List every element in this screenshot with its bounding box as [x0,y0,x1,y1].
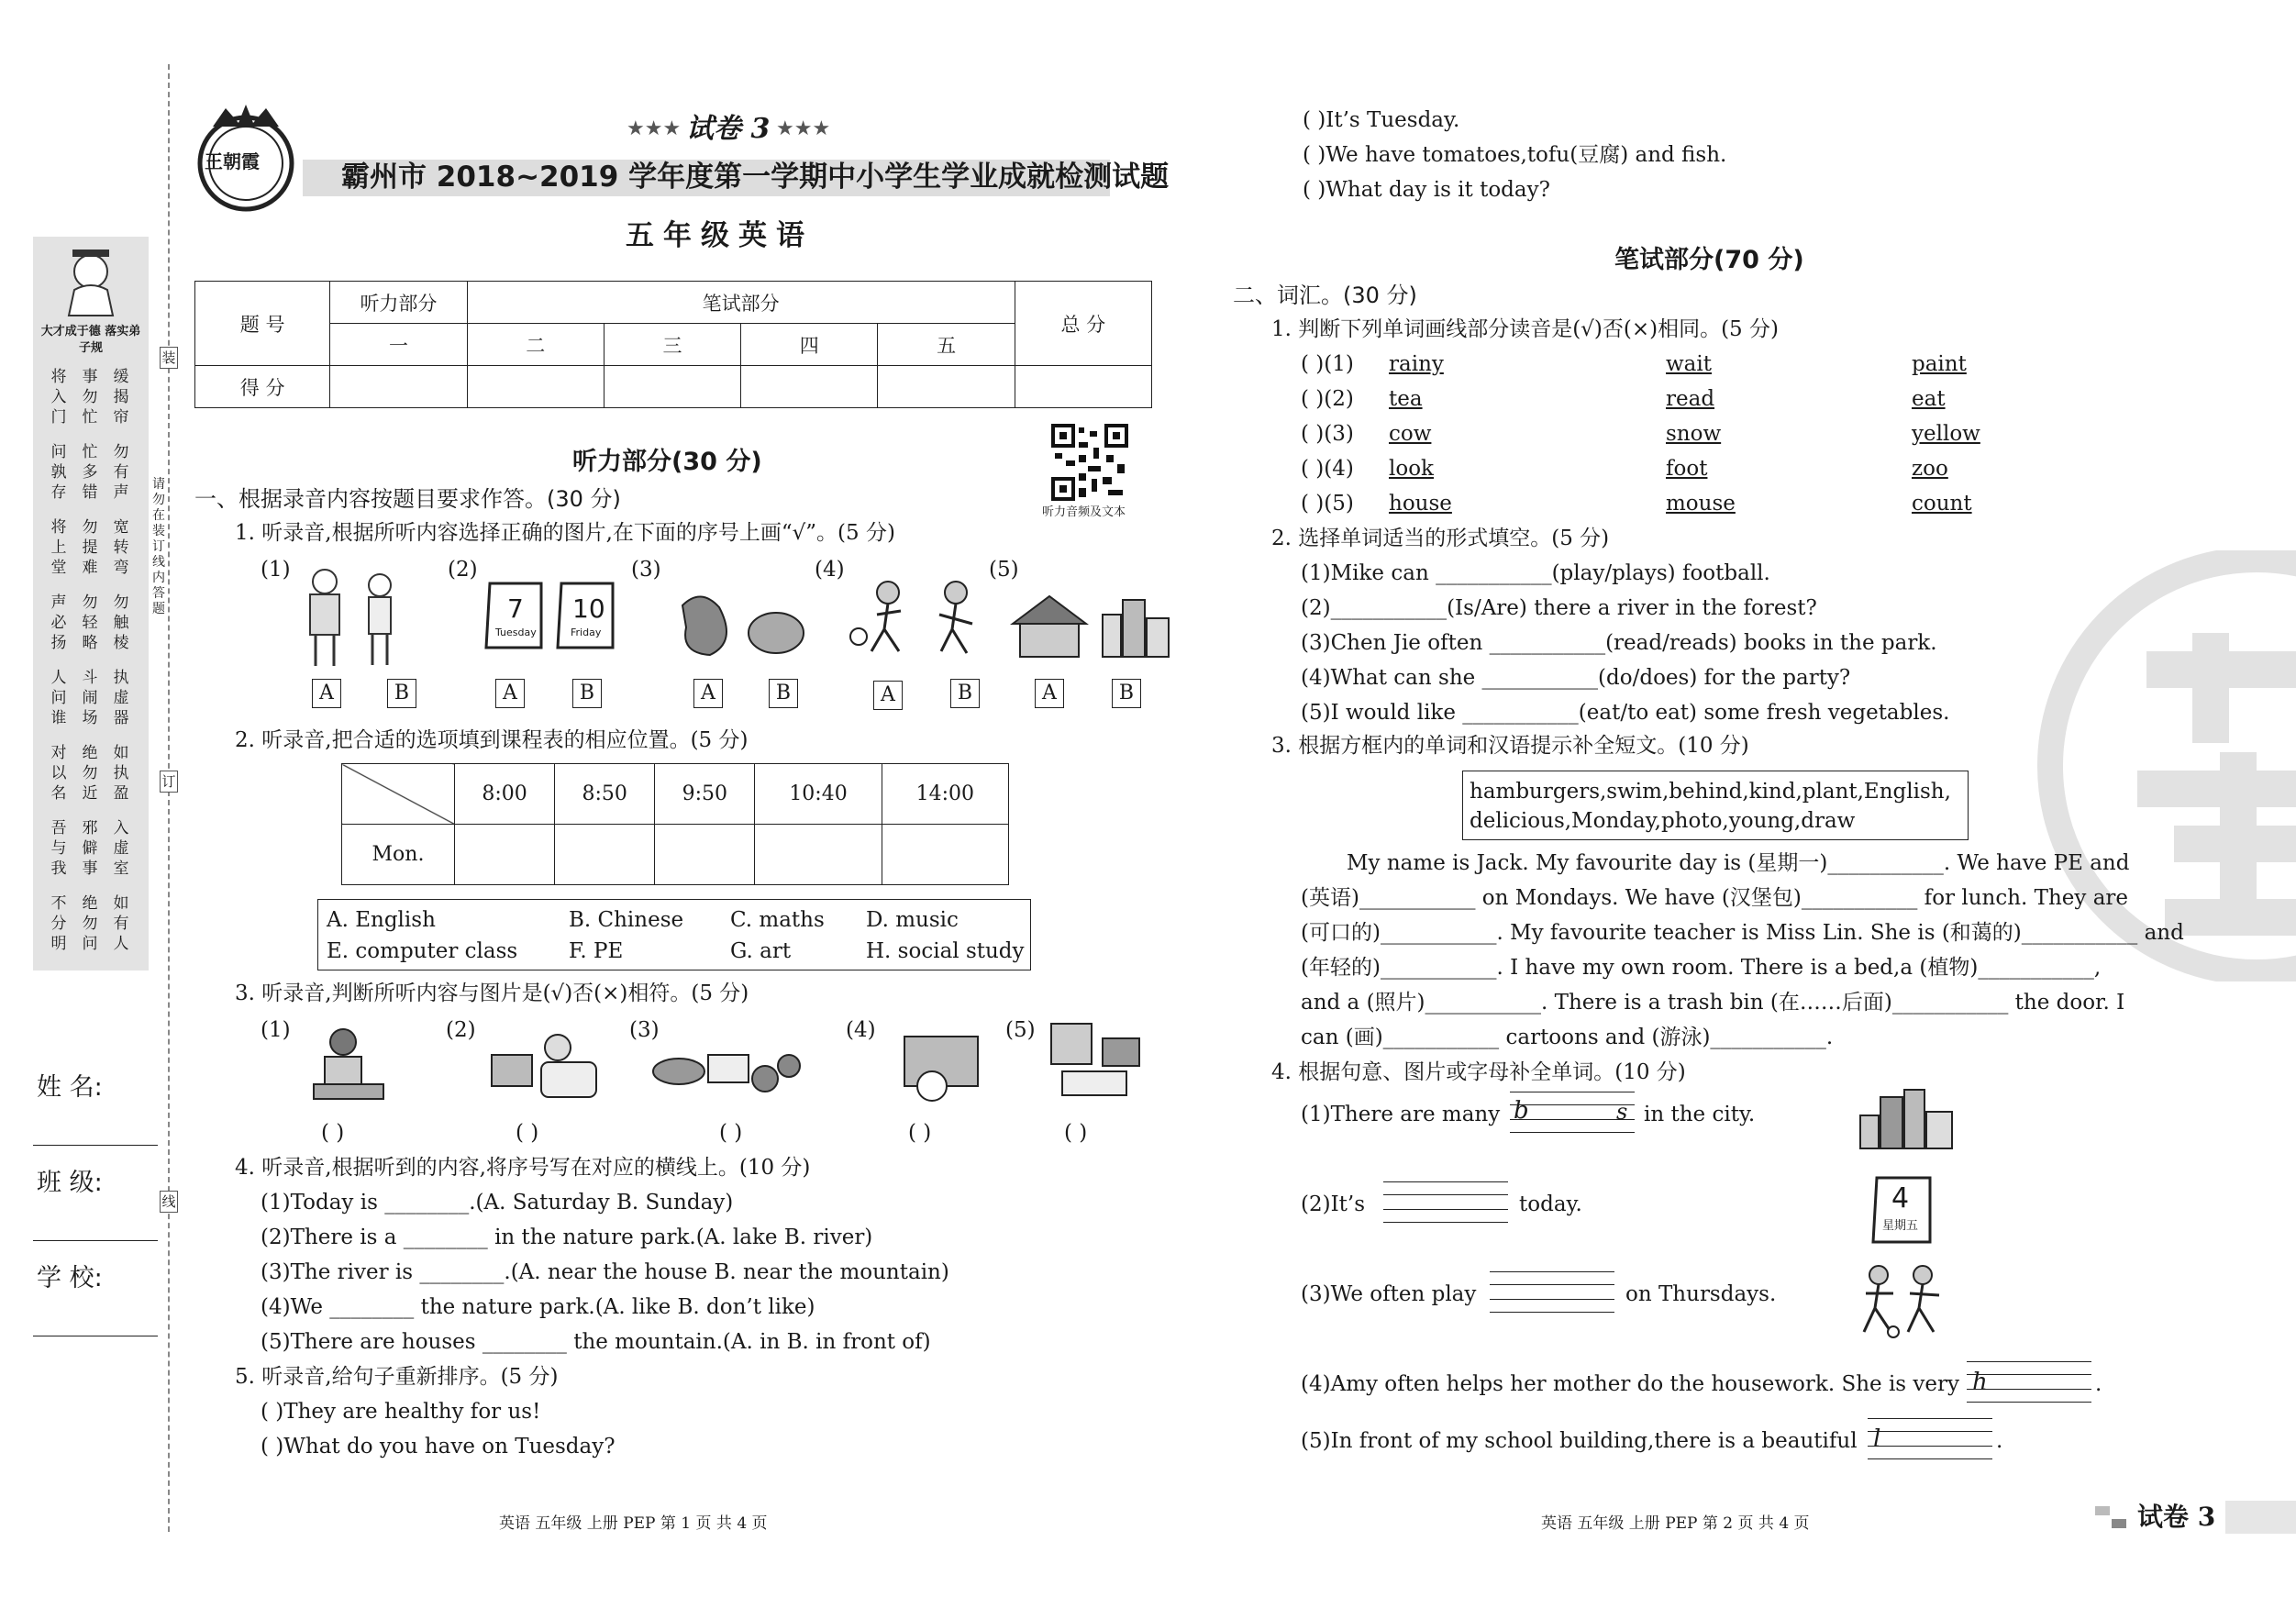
w1-row-3-word-c: yellow [1912,422,1980,446]
listening-title: 听力部分(30 分) [572,448,762,476]
passage-line-2: (英语)___________ on Mondays. We have (汉堡包)___________ for lunch. They are [1301,886,2129,910]
school-label: 学 校: [37,1264,103,1292]
food-icon [651,1035,802,1101]
binding-mark-3: 线 [160,1191,178,1213]
l1-num-2: (2) [448,558,478,582]
option-f: F. PE [569,939,624,963]
w4-3-guide-top [1490,1271,1614,1272]
exam-title: 霸州市 2018~2019 学年度第一学期中小学生学业成就检测试题 [341,161,1170,194]
l5-item-5: ( )What day is it today? [1303,178,1550,202]
rule-17: 绝勿近 [82,744,98,803]
w4-3-guide-bottom [1490,1312,1614,1313]
cal-day-1: 7 [507,593,524,624]
option-h: H. social study [866,939,1025,963]
l3-answer-1[interactable]: ( ) [321,1121,345,1145]
w1-instruction: 1. 判断下列单词画线部分读音是(√)否(×)相同。(5 分) [1271,317,1779,341]
w1-row-2-word-b: read [1666,387,1715,411]
scholar-icon [56,244,126,317]
box-ball-icon [901,1031,983,1104]
time-1: 8:00 [455,764,555,825]
w4-3-guide-mid [1490,1284,1614,1285]
option-g: G. art [730,939,792,963]
w1-row-2-num[interactable]: ( )(2) [1301,387,1354,411]
score-cell-total[interactable] [1015,366,1151,408]
rule-4: 问孰存 [50,443,67,502]
rule-9: 宽转弯 [113,518,129,577]
footer-right: 英语 五年级 上册 PEP 第 2 页 共 4 页 [1541,1514,1810,1533]
l1-choice-4a[interactable]: A [873,681,903,710]
rule-11: 勿轻略 [82,593,98,652]
mon-slot-3[interactable] [655,825,755,885]
class-label: 班 级: [37,1169,103,1197]
l1-choice-2b[interactable]: B [572,679,602,708]
time-3: 9:50 [655,764,755,825]
rule-18: 如执盈 [113,744,129,803]
l3-answer-5[interactable]: ( ) [1064,1121,1088,1145]
l3-instruction: 3. 听录音,判断所听内容与图片是(√)否(×)相符。(5 分) [235,981,749,1005]
w4-2-guide-bottom [1383,1222,1508,1223]
l1-num-5: (5) [989,558,1019,582]
score-label: 得 分 [195,366,330,408]
w2-item-2: (2)___________(Is/Are) there a river in the forest? [1301,596,1817,620]
w4-item-2-text: (2)It’s [1301,1192,1366,1216]
w1-row-3-num[interactable]: ( )(3) [1301,422,1354,446]
l4-instruction: 4. 听录音,根据听到的内容,将序号写在对应的横线上。(10 分) [235,1156,811,1180]
watermark-seal [2027,550,2296,981]
footer-deco-1 [2095,1506,2110,1515]
l1-num-3: (3) [631,558,661,582]
logo-text: 王朝霞 [205,150,260,172]
passage-line-5: and a (照片)___________. There is a trash bin (在……后面)___________ the door. I [1301,991,2125,1015]
passage-line-6: can (画)___________ cartoons and (游泳)___________. [1301,1026,1834,1049]
w4-4-guide-bottom [1967,1402,2091,1403]
name-label: 姓 名: [37,1073,103,1102]
w4-item-3-post: on Thursdays. [1625,1282,1777,1306]
footer-band [2225,1501,2296,1534]
rule-22: 不分明 [50,894,67,953]
binding-mark-1: 装 [160,347,178,369]
w2-item-4: (4)What can she ___________(do/does) for the party? [1301,666,1851,690]
w1-row-5-word-b: mouse [1666,492,1736,516]
w1-row-1-word-c: paint [1912,352,1967,376]
w2-item-1: (1)Mike can ___________(play/plays) football. [1301,561,1770,585]
time-2: 8:50 [555,764,655,825]
class-field[interactable] [33,1240,158,1241]
w1-row-5-word-a: house [1389,492,1452,516]
l4-item-3: (3)The river is ________.(A. near the house B. near the mountain) [261,1260,949,1284]
subject-title: 五年级英语 [626,219,814,252]
w1-row-4-num[interactable]: ( )(4) [1301,457,1354,481]
score-cell-2[interactable] [467,366,604,408]
time-5: 14:00 [882,764,1008,825]
binding-line [168,64,170,1532]
house-city-icon [1007,587,1178,660]
score-table [194,281,1152,408]
w4-2-guide-top [1383,1181,1508,1182]
w1-row-1-word-b: wait [1666,352,1712,376]
col-5: 五 [878,324,1015,366]
l5-item-3: ( )It’s Tuesday. [1303,108,1460,132]
people-pair-icon [295,563,405,670]
mon-slot-1[interactable] [455,825,555,885]
rule-5: 忙多错 [82,443,98,502]
mon-slot-5[interactable] [882,825,1008,885]
w1-row-4-word-a: look [1389,457,1434,481]
w2-instruction: 2. 选择单词适当的形式填空。(5 分) [1271,527,1610,550]
l1-choice-3a[interactable]: A [693,679,723,708]
writing-title: 笔试部分(70 分) [1614,246,1804,274]
test-number: 试卷 3 [686,113,771,145]
w4-1-hint-start: b [1514,1097,1529,1125]
rule-1: 将入门 [50,368,67,427]
l1-instruction: 1. 听录音,根据所听内容选择正确的图片,在下面的序号上画“√”。(5 分) [235,521,895,545]
rule-24: 如有人 [113,894,129,953]
w4-5-answer[interactable] [1868,1446,1992,1447]
rule-6: 勿有声 [113,443,129,502]
total-header: 总 分 [1015,282,1151,366]
footer-test-tag: 试卷 3 [2137,1502,2216,1532]
w4-item-5-text: (5)In front of my school building,there is a beautiful [1301,1429,1858,1453]
l4-item-5: (5)There are houses ________ the mountain.(A. in B. in front of) [261,1330,931,1354]
motto: 大才成于德 落实弟子规 [40,325,141,355]
l3-answer-3[interactable]: ( ) [719,1121,743,1145]
col-2: 二 [467,324,604,366]
l1-num-1: (1) [261,558,291,582]
w4-item-2-post: today. [1519,1192,1582,1216]
rule-8: 勿提难 [82,518,98,577]
cooking-icon [306,1024,398,1106]
option-c: C. maths [730,908,825,932]
l3-num-2: (2) [446,1018,476,1042]
stars-left: ★★★ [627,117,682,140]
football-players-icon [1853,1262,1954,1339]
l1-num-4: (4) [815,558,845,582]
score-cell-5[interactable] [878,366,1015,408]
l3-answer-2[interactable]: ( ) [516,1121,539,1145]
w4-1-hint-end: s [1616,1099,1628,1125]
mon-slot-4[interactable] [755,825,882,885]
word-box-line-2: delicious,Monday,photo,young,draw [1470,809,1856,833]
l5-item-4: ( )We have tomatoes,tofu(豆腐) and fish. [1303,143,1727,167]
l1-choice-4b[interactable]: B [950,679,980,708]
stars-right: ★★★ [776,117,831,140]
city-buildings-icon [1857,1088,1958,1152]
rule-15: 执虚器 [113,669,129,727]
w1-row-5-num[interactable]: ( )(5) [1301,492,1354,516]
w1-row-3-word-a: cow [1389,422,1432,446]
w1-row-1-word-a: rainy [1389,352,1444,376]
w4-5-guide-top [1868,1418,1992,1419]
l1-choice-5b[interactable]: B [1112,679,1141,708]
l4-item-4: (4)We ________ the nature park.(A. like B. don’t like) [261,1295,815,1319]
score-cell-1[interactable] [330,366,467,408]
w4-item-1-text: (1)There are many [1301,1103,1501,1126]
score-row-label: 题 号 [195,282,330,366]
col-1: 一 [330,324,467,366]
l4-item-2: (2)There is a ________ in the nature park.(A. lake B. river) [261,1225,873,1249]
cal-weekday-1: Tuesday [495,627,537,638]
name-field[interactable] [33,1145,158,1146]
writing-header: 笔试部分 [467,282,1015,324]
w4-3-answer[interactable] [1490,1299,1614,1300]
w4-2-answer[interactable] [1383,1209,1508,1210]
rule-12: 勿触棱 [113,593,129,652]
cal-day-2: 10 [572,593,605,624]
computer-boy-icon [486,1027,605,1101]
passage-line-3: (可口的)___________. My favourite teacher is Miss Lin. She is (和蔼的)___________ and [1301,921,2184,945]
timetable-corner [342,764,455,825]
w4-item-4-post: . [2095,1372,2102,1396]
rule-10: 声必扬 [50,593,67,652]
rule-7: 将上堂 [50,518,67,577]
l3-num-1: (1) [261,1018,291,1042]
w3-instruction: 3. 根据方框内的单词和汉语提示补全短文。(10 分) [1271,734,1749,758]
w1-row-4-word-c: zoo [1912,457,1948,481]
score-cell-4[interactable] [741,366,878,408]
rule-3: 缓揭帘 [113,368,129,427]
rule-20: 邪僻事 [82,819,98,878]
l5-item-1: ( )They are healthy for us! [261,1400,541,1424]
w1-row-2-word-a: tea [1389,387,1423,411]
option-a: A. English [327,908,436,932]
w4-5-guide-mid [1868,1431,1992,1432]
monday-label: Mon. [342,825,455,885]
w1-row-1-num[interactable]: ( )(1) [1301,352,1354,376]
listening-section-head: 一、根据录音内容按题目要求作答。(30 分) [194,486,621,512]
w4-item-4-text: (4)Amy often helps her mother do the housework. She is very [1301,1372,1960,1396]
option-e: E. computer class [327,939,518,963]
calendar-pair-icon [481,574,627,657]
listening-header: 听力部分 [330,282,467,324]
w4-item-3-text: (3)We often play [1301,1282,1477,1306]
option-b: B. Chinese [569,908,684,932]
kids-playing-icon [844,578,982,660]
option-d: D. music [866,908,959,932]
w4-2-guide-mid [1383,1194,1508,1195]
l5-instruction: 5. 听录音,给句子重新排序。(5 分) [235,1365,559,1389]
rule-23: 绝勿问 [82,894,98,953]
l3-answer-4[interactable]: ( ) [908,1121,932,1145]
l1-choice-5a[interactable]: A [1035,679,1064,708]
w4-5-hint: l [1873,1425,1881,1453]
w2-item-3: (3)Chen Jie often ___________(read/reads) books in the park. [1301,631,1937,655]
mon-slot-2[interactable] [555,825,655,885]
vegetables-icon [673,587,811,660]
col-3: 三 [604,324,740,366]
l1-choice-2a[interactable]: A [495,679,525,708]
w1-row-3-word-b: snow [1666,422,1722,446]
binding-note: 请勿在装订线内答题 [152,477,165,616]
rule-2: 事勿忙 [82,368,98,427]
w4-item-1-post: in the city. [1644,1103,1756,1126]
w2-item-5: (5)I would like ___________(eat/to eat) some fresh vegetables. [1301,701,1950,725]
passage-line-4: (年轻的)___________. I have my own room. There is a bed,a (植物)___________, [1301,956,2102,980]
w1-row-2-word-c: eat [1912,387,1946,411]
rule-21: 入虚室 [113,819,129,878]
passage-line-1: My name is Jack. My favourite day is (星期一)___________. We have PE and [1347,851,2130,875]
l3-num-5: (5) [1005,1018,1036,1042]
rule-14: 斗闹场 [82,669,98,727]
time-4: 10:40 [755,764,882,825]
word-box-line-1: hamburgers,swim,behind,kind,plant,English, [1470,780,1951,804]
w4-item-5-post: . [1996,1429,2003,1453]
rule-16: 对以名 [50,744,67,803]
calendar-number: 4 [1891,1182,1910,1214]
l4-item-1: (1)Today is ________.(A. Saturday B. Sunday) [261,1191,734,1214]
qr-code-icon[interactable] [1051,424,1128,501]
l3-num-3: (3) [629,1018,660,1042]
l5-item-2: ( )What do you have on Tuesday? [261,1435,616,1458]
binding-mark-2: 订 [160,771,178,793]
l2-instruction: 2. 听录音,把合适的选项填到课程表的相应位置。(5 分) [235,728,749,752]
calendar-weekday: 星期五 [1882,1219,1919,1233]
col-4: 四 [741,324,878,366]
w1-row-5-word-c: count [1912,492,1972,516]
rules-text [50,367,141,963]
footer-left: 英语 五年级 上册 PEP 第 1 页 共 4 页 [499,1514,768,1533]
writing-section-head: 二、词汇。(30 分) [1233,283,1417,308]
footer-deco-2 [2112,1519,2126,1528]
bedroom-icon [1048,1020,1148,1101]
score-cell-3[interactable] [604,366,740,408]
w4-4-hint: h [1972,1369,1988,1396]
l1-choice-1b[interactable]: B [387,679,416,708]
w1-row-4-word-b: foot [1666,457,1708,481]
w4-instruction: 4. 根据句意、图片或字母补全单词。(10 分) [1271,1060,1686,1084]
rule-13: 人问谁 [50,669,67,727]
w4-1-guide-bottom [1510,1132,1635,1133]
timetable [341,763,1009,885]
w4-5-guide-bottom [1868,1458,1992,1459]
w4-4-guide-top [1967,1361,2091,1362]
cal-weekday-2: Friday [571,627,602,638]
l1-choice-3b[interactable]: B [769,679,798,708]
l3-num-4: (4) [846,1018,876,1042]
rule-19: 吾与我 [50,819,67,878]
l1-choice-1a[interactable]: A [312,679,341,708]
qr-caption: 听力音频及文本 [1042,505,1126,519]
